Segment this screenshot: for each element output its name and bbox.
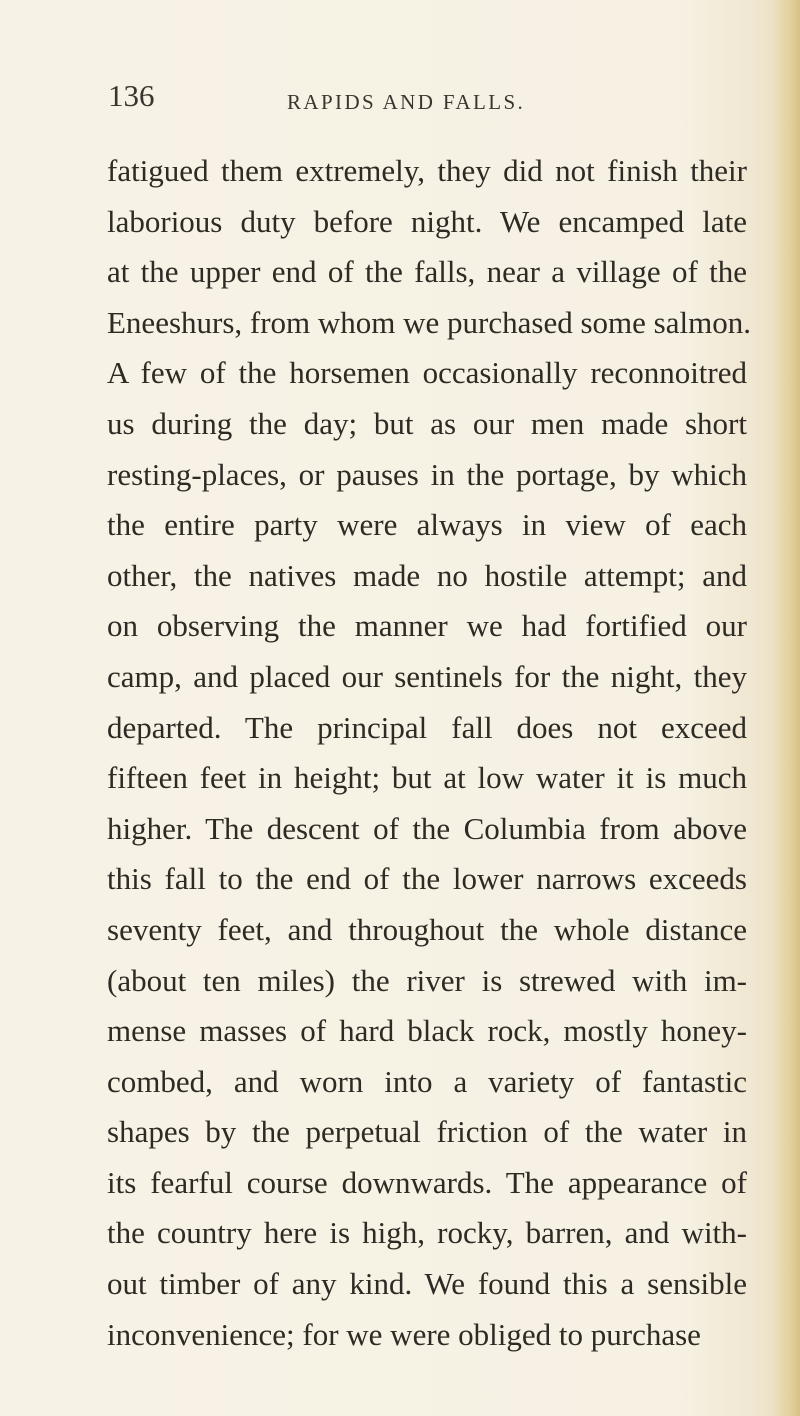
text-line: at the upper end of the falls, near a village of the [107, 254, 747, 290]
page-edge-shading [772, 0, 800, 1416]
text-line: the country here is high, rocky, barren, and with- [107, 1215, 747, 1251]
text-line: shapes by the perpetual friction of the water in [107, 1114, 747, 1150]
text-line: higher. The descent of the Columbia from above [107, 810, 747, 846]
text-line: its fearful course downwards. The appearance of [107, 1164, 747, 1200]
body-text [107, 146, 751, 1360]
page-number: 136 [108, 78, 155, 113]
text-line: A few of the horsemen occasionally reconnoitred [107, 355, 747, 391]
running-head: RAPIDS AND FALLS. [287, 90, 526, 114]
text-line: this fall to the end of the lower narrows exceeds [107, 861, 747, 897]
text-line: out timber of any kind. We found this a sensible [107, 1266, 747, 1302]
text-line: fatigued them extremely, they did not finish their [107, 153, 747, 188]
text-line: combed, and worn into a variety of fantastic [107, 1063, 747, 1099]
text-line: laborious duty before night. We encamped late [107, 203, 747, 239]
text-line: seventy feet, and throughout the whole distance [107, 911, 747, 947]
text-line: departed. The principal fall does not exceed [107, 709, 747, 745]
text-line: (about ten miles) the river is strewed with im- [107, 962, 747, 998]
text-line: fifteen feet in height; but at low water it is much [107, 760, 747, 796]
text-line: us during the day; but as our men made short [107, 405, 747, 441]
text-line: camp, and placed our sentinels for the night, they [107, 658, 747, 694]
text-line: mense masses of hard black rock, mostly honey- [107, 1013, 747, 1049]
text-line: the entire party were always in view of each [107, 507, 747, 543]
text-line: on observing the manner we had fortified our [107, 608, 747, 644]
text-line: other, the natives made no hostile attempt; and [107, 557, 747, 593]
text-line: resting-places, or pauses in the portage, by which [107, 456, 747, 492]
text-line: Eneeshurs, from whom we purchased some salmon. [107, 304, 751, 340]
text-line: inconvenience; for we were obliged to purchase [107, 1316, 701, 1352]
